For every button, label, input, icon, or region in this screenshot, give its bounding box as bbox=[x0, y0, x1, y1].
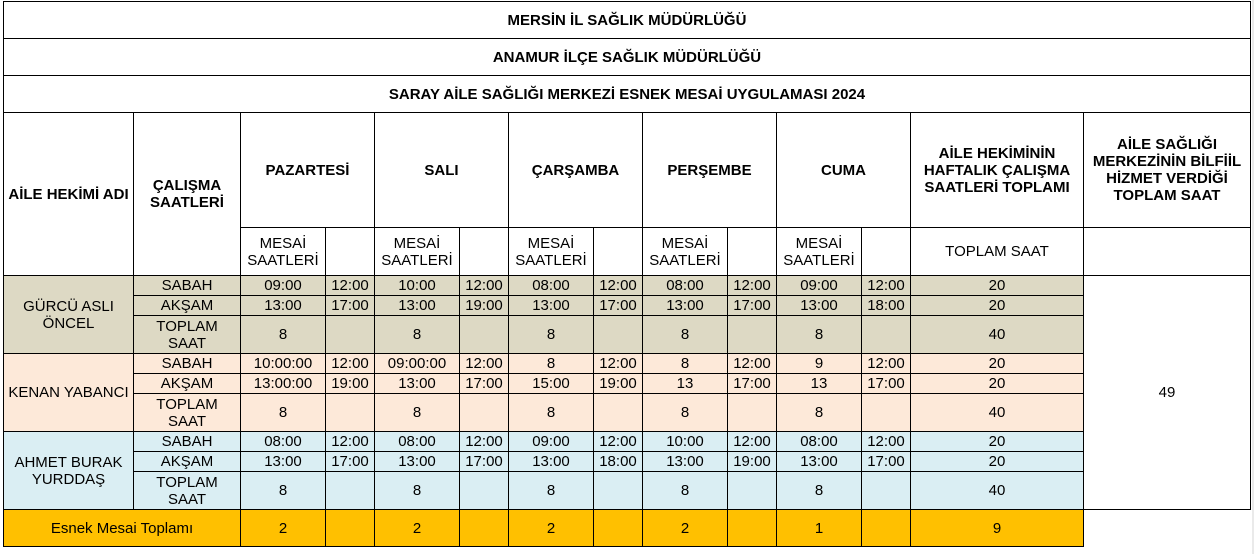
time-cell[interactable]: 17:00 bbox=[460, 452, 509, 472]
time-cell[interactable]: 13:00 bbox=[509, 296, 594, 316]
subheader-empty-cell[interactable] bbox=[326, 228, 375, 276]
time-cell[interactable]: 8 bbox=[509, 354, 594, 374]
subheader-empty-cell[interactable] bbox=[862, 228, 911, 276]
time-cell[interactable]: 13:00 bbox=[375, 296, 460, 316]
time-cell[interactable]: 08:00 bbox=[509, 276, 594, 296]
time-cell[interactable]: 17:00 bbox=[728, 296, 777, 316]
time-cell[interactable]: 12:00 bbox=[862, 276, 911, 296]
time-cell[interactable]: 13 bbox=[643, 374, 728, 394]
time-cell[interactable]: 8 bbox=[241, 472, 326, 510]
time-cell[interactable]: 19:00 bbox=[460, 296, 509, 316]
schedule-table bbox=[3, 1, 1251, 547]
shift-label-cell[interactable]: SABAH bbox=[134, 432, 241, 452]
time-cell[interactable] bbox=[594, 316, 643, 354]
time-cell[interactable]: 13:00 bbox=[509, 452, 594, 472]
flex-hours-cell[interactable] bbox=[594, 510, 643, 547]
time-cell[interactable]: 13:00:00 bbox=[241, 374, 326, 394]
table-row bbox=[4, 374, 1251, 394]
header-center-total[interactable]: AİLE SAĞLIĞI MERKEZİNİN BİLFİİL HİZMET VERDİĞİ TOPLAM SAAT bbox=[1084, 113, 1251, 228]
time-cell[interactable]: 08:00 bbox=[241, 432, 326, 452]
subheader-mesai-wednesday[interactable]: MESAİ SAATLERİ bbox=[509, 228, 594, 276]
table-row bbox=[4, 452, 1251, 472]
time-cell[interactable] bbox=[594, 472, 643, 510]
flex-hours-cell[interactable]: 2 bbox=[241, 510, 326, 547]
table-row bbox=[4, 472, 1251, 510]
subheader-empty-cell[interactable] bbox=[728, 228, 777, 276]
time-cell[interactable]: 17:00 bbox=[594, 296, 643, 316]
flex-hours-cell[interactable]: 2 bbox=[375, 510, 460, 547]
shift-label-cell[interactable]: SABAH bbox=[134, 276, 241, 296]
doctor-name-cell[interactable]: AHMET BURAK YURDDAŞ bbox=[4, 432, 134, 510]
time-cell[interactable]: 13:00 bbox=[241, 452, 326, 472]
shift-label-cell[interactable]: TOPLAM SAAT bbox=[134, 394, 241, 432]
shift-label-cell[interactable]: TOPLAM SAAT bbox=[134, 472, 241, 510]
header-doctor-name[interactable]: AİLE HEKİMİ ADI bbox=[4, 113, 134, 276]
time-cell[interactable]: 8 bbox=[375, 316, 460, 354]
time-cell[interactable]: 12:00 bbox=[728, 432, 777, 452]
weekly-total-cell[interactable]: 20 bbox=[911, 374, 1084, 394]
flex-hours-cell[interactable]: 2 bbox=[643, 510, 728, 547]
time-cell[interactable]: 10:00 bbox=[375, 276, 460, 296]
time-cell[interactable]: 12:00 bbox=[594, 276, 643, 296]
flex-hours-cell[interactable] bbox=[728, 510, 777, 547]
subheader-empty-cell[interactable] bbox=[1084, 228, 1251, 276]
time-cell[interactable] bbox=[728, 316, 777, 354]
time-cell[interactable]: 12:00 bbox=[460, 354, 509, 374]
time-cell[interactable]: 10:00 bbox=[643, 432, 728, 452]
time-cell[interactable]: 09:00:00 bbox=[375, 354, 460, 374]
time-cell[interactable]: 8 bbox=[375, 394, 460, 432]
subheader-mesai-thursday[interactable]: MESAİ SAATLERİ bbox=[643, 228, 728, 276]
shift-label-cell[interactable]: AKŞAM bbox=[134, 374, 241, 394]
time-cell[interactable]: 8 bbox=[643, 394, 728, 432]
time-cell[interactable] bbox=[460, 472, 509, 510]
weekly-total-cell[interactable]: 20 bbox=[911, 432, 1084, 452]
time-cell[interactable]: 17:00 bbox=[862, 452, 911, 472]
time-cell[interactable] bbox=[326, 394, 375, 432]
title-district[interactable]: ANAMUR İLÇE SAĞLIK MÜDÜRLÜĞÜ bbox=[4, 39, 1251, 76]
time-cell[interactable]: 08:00 bbox=[777, 432, 862, 452]
time-cell[interactable]: 13:00 bbox=[241, 296, 326, 316]
table-row bbox=[4, 354, 1251, 374]
title-province[interactable]: MERSİN İL SAĞLIK MÜDÜRLÜĞÜ bbox=[4, 2, 1251, 39]
flex-hours-cell[interactable] bbox=[862, 510, 911, 547]
time-cell[interactable] bbox=[728, 394, 777, 432]
time-cell[interactable] bbox=[728, 472, 777, 510]
weekly-total-cell[interactable]: 20 bbox=[911, 276, 1084, 296]
time-cell[interactable]: 8 bbox=[643, 354, 728, 374]
time-cell[interactable]: 09:00 bbox=[241, 276, 326, 296]
time-cell[interactable]: 19:00 bbox=[594, 374, 643, 394]
weekly-total-cell[interactable]: 40 bbox=[911, 316, 1084, 354]
time-cell[interactable]: 8 bbox=[777, 472, 862, 510]
weekly-total-cell[interactable]: 20 bbox=[911, 296, 1084, 316]
subheader-empty-cell[interactable] bbox=[460, 228, 509, 276]
subheader-mesai-tuesday[interactable]: MESAİ SAATLERİ bbox=[375, 228, 460, 276]
time-cell[interactable]: 8 bbox=[509, 394, 594, 432]
header-day-monday[interactable]: PAZARTESİ bbox=[241, 113, 375, 228]
time-cell[interactable]: 17:00 bbox=[862, 374, 911, 394]
time-cell[interactable]: 13:00 bbox=[375, 374, 460, 394]
time-cell[interactable]: 13:00 bbox=[375, 452, 460, 472]
time-cell[interactable] bbox=[862, 394, 911, 432]
shift-label-cell[interactable]: AKŞAM bbox=[134, 452, 241, 472]
time-cell[interactable]: 17:00 bbox=[728, 374, 777, 394]
time-cell[interactable]: 12:00 bbox=[460, 432, 509, 452]
time-cell[interactable]: 19:00 bbox=[326, 374, 375, 394]
header-day-friday[interactable]: CUMA bbox=[777, 113, 911, 228]
shift-label-cell[interactable]: AKŞAM bbox=[134, 296, 241, 316]
time-cell[interactable]: 12:00 bbox=[862, 354, 911, 374]
time-cell[interactable]: 8 bbox=[241, 316, 326, 354]
doctor-name-cell[interactable]: KENAN YABANCI bbox=[4, 354, 134, 432]
header-day-thursday[interactable]: PERŞEMBE bbox=[643, 113, 777, 228]
flex-hours-row bbox=[4, 510, 1251, 547]
time-cell[interactable] bbox=[862, 316, 911, 354]
time-cell[interactable]: 10:00:00 bbox=[241, 354, 326, 374]
table-row bbox=[4, 296, 1251, 316]
time-cell[interactable]: 09:00 bbox=[777, 276, 862, 296]
time-cell[interactable]: 8 bbox=[777, 394, 862, 432]
table-row bbox=[4, 276, 1251, 296]
subheader-mesai-monday[interactable]: MESAİ SAATLERİ bbox=[241, 228, 326, 276]
time-cell[interactable]: 08:00 bbox=[375, 432, 460, 452]
time-cell[interactable]: 13:00 bbox=[777, 296, 862, 316]
time-cell[interactable]: 12:00 bbox=[326, 432, 375, 452]
time-cell[interactable]: 12:00 bbox=[862, 432, 911, 452]
time-cell[interactable]: 17:00 bbox=[326, 452, 375, 472]
time-cell[interactable]: 13:00 bbox=[643, 296, 728, 316]
time-cell[interactable]: 13:00 bbox=[777, 452, 862, 472]
time-cell[interactable]: 13 bbox=[777, 374, 862, 394]
weekly-total-cell[interactable]: 40 bbox=[911, 394, 1084, 432]
time-cell[interactable]: 13:00 bbox=[643, 452, 728, 472]
subheader-empty-cell[interactable] bbox=[594, 228, 643, 276]
center-total-value[interactable]: 49 bbox=[1084, 276, 1251, 510]
time-cell[interactable]: 17:00 bbox=[326, 296, 375, 316]
table-row bbox=[4, 432, 1251, 452]
time-cell[interactable]: 12:00 bbox=[326, 354, 375, 374]
time-cell[interactable]: 8 bbox=[777, 316, 862, 354]
time-cell[interactable] bbox=[862, 472, 911, 510]
time-cell[interactable]: 09:00 bbox=[509, 432, 594, 452]
time-cell[interactable]: 12:00 bbox=[594, 432, 643, 452]
shift-label-cell[interactable]: SABAH bbox=[134, 354, 241, 374]
flex-hours-cell[interactable]: 1 bbox=[777, 510, 862, 547]
time-cell[interactable]: 15:00 bbox=[509, 374, 594, 394]
time-cell[interactable]: 12:00 bbox=[728, 276, 777, 296]
title-center[interactable]: SARAY AİLE SAĞLIĞI MERKEZİ ESNEK MESAİ UYGULAMASI 2024 bbox=[4, 76, 1251, 113]
subheader-mesai-friday[interactable]: MESAİ SAATLERİ bbox=[777, 228, 862, 276]
time-cell[interactable]: 12:00 bbox=[460, 276, 509, 296]
flex-hours-label[interactable]: Esnek Mesai Toplamı bbox=[4, 510, 241, 547]
time-cell[interactable]: 8 bbox=[375, 472, 460, 510]
flex-hours-cell[interactable] bbox=[326, 510, 375, 547]
time-cell[interactable]: 8 bbox=[509, 472, 594, 510]
time-cell[interactable] bbox=[594, 394, 643, 432]
time-cell[interactable] bbox=[460, 394, 509, 432]
doctor-name-cell[interactable]: GÜRCÜ ASLI ÖNCEL bbox=[4, 276, 134, 354]
shift-label-cell[interactable]: TOPLAM SAAT bbox=[134, 316, 241, 354]
time-cell[interactable]: 18:00 bbox=[862, 296, 911, 316]
time-cell[interactable]: 8 bbox=[643, 316, 728, 354]
time-cell[interactable] bbox=[326, 316, 375, 354]
time-cell[interactable]: 17:00 bbox=[460, 374, 509, 394]
header-day-wednesday[interactable]: ÇARŞAMBA bbox=[509, 113, 643, 228]
time-cell[interactable]: 9 bbox=[777, 354, 862, 374]
subheader-toplam-saat[interactable]: TOPLAM SAAT bbox=[911, 228, 1084, 276]
flex-hours-total[interactable]: 9 bbox=[911, 510, 1084, 547]
time-cell[interactable]: 08:00 bbox=[643, 276, 728, 296]
table-row bbox=[4, 394, 1251, 432]
time-cell[interactable]: 12:00 bbox=[594, 354, 643, 374]
table-row bbox=[4, 316, 1251, 354]
time-cell[interactable] bbox=[460, 316, 509, 354]
time-cell[interactable]: 18:00 bbox=[594, 452, 643, 472]
header-working-hours[interactable]: ÇALIŞMA SAATLERİ bbox=[134, 113, 241, 276]
weekly-total-cell[interactable]: 40 bbox=[911, 472, 1084, 510]
time-cell[interactable]: 12:00 bbox=[326, 276, 375, 296]
header-weekly-total[interactable]: AİLE HEKİMİNİN HAFTALIK ÇALIŞMA SAATLERİ TOPLAMI bbox=[911, 113, 1084, 228]
flex-hours-cell[interactable] bbox=[460, 510, 509, 547]
weekly-total-cell[interactable]: 20 bbox=[911, 452, 1084, 472]
time-cell[interactable]: 8 bbox=[643, 472, 728, 510]
time-cell[interactable]: 8 bbox=[509, 316, 594, 354]
time-cell[interactable]: 19:00 bbox=[728, 452, 777, 472]
time-cell[interactable]: 8 bbox=[241, 394, 326, 432]
time-cell[interactable]: 12:00 bbox=[728, 354, 777, 374]
flex-hours-cell[interactable]: 2 bbox=[509, 510, 594, 547]
time-cell[interactable] bbox=[326, 472, 375, 510]
header-day-tuesday[interactable]: SALI bbox=[375, 113, 509, 228]
weekly-total-cell[interactable]: 20 bbox=[911, 354, 1084, 374]
